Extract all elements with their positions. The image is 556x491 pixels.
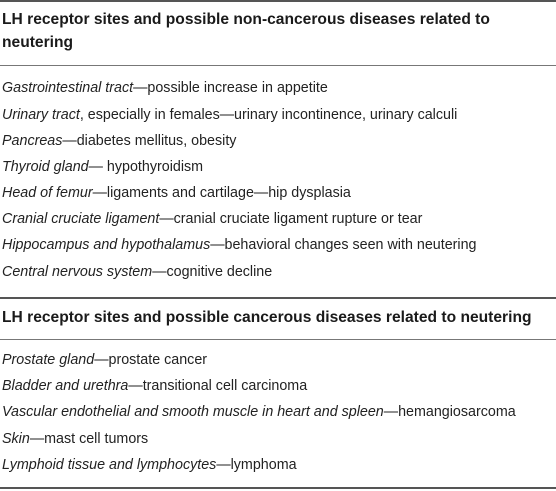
table-row (2, 183, 554, 203)
related-disease: —lymphoma (216, 457, 297, 473)
related-disease: —ligaments and cartilage—hip dysplasia (92, 185, 351, 201)
related-disease: —diabetes mellitus, obesity (62, 133, 237, 149)
receptor-site: Thyroid gland (2, 159, 89, 175)
related-disease: —transitional cell carcinoma (128, 378, 308, 394)
receptor-site: Urinary tract (2, 107, 80, 123)
table-row (2, 78, 554, 98)
section-header-rule (0, 339, 556, 340)
receptor-site: Lymphoid tissue and lymphocytes (2, 457, 217, 473)
related-disease: —cranial cruciate ligament rupture or tear (159, 211, 423, 227)
related-disease: —possible increase in appetite (133, 80, 328, 96)
header-rule (0, 65, 556, 66)
receptor-site: Skin (2, 431, 30, 447)
receptor-site: Central nervous system (2, 264, 153, 280)
bottom-rule (0, 487, 556, 489)
table-row (2, 157, 554, 177)
section-divider-rule (0, 297, 556, 299)
receptor-site: Bladder and urethra (2, 378, 129, 394)
table-row (2, 105, 554, 125)
table-row (2, 209, 554, 229)
receptor-site: Hippocampus and hypothalamus (2, 237, 211, 253)
top-rule (0, 0, 556, 2)
table-row (2, 262, 554, 282)
table-row (2, 429, 554, 449)
related-disease: —cognitive decline (152, 264, 273, 280)
related-disease: —hemangiosarcoma (383, 404, 516, 420)
related-disease: —prostate cancer (94, 352, 208, 368)
related-disease: — hypothyroidism (88, 159, 204, 175)
related-disease: —behavioral changes seen with neutering (210, 237, 477, 253)
related-disease: —mast cell tumors (29, 431, 149, 447)
section-heading-non-cancerous: LH receptor sites and possible non-cancerous diseases related to neutering (2, 11, 490, 51)
table-row (2, 235, 554, 255)
table-row (2, 350, 554, 370)
section-heading-cancerous: LH receptor sites and possible cancerous diseases related to neutering (2, 309, 532, 326)
receptor-site: Pancreas (2, 133, 63, 149)
table-row (2, 455, 554, 475)
receptor-site: Cranial cruciate ligament (2, 211, 160, 227)
receptor-site: Gastrointestinal tract (2, 80, 134, 96)
table-row (2, 376, 554, 396)
receptor-site: Vascular endothelial and smooth muscle in heart and spleen (2, 404, 384, 420)
receptor-site: Head of femur (2, 185, 93, 201)
table-row (2, 131, 554, 151)
related-disease: , especially in females—urinary incontinence, urinary calculi (79, 107, 458, 123)
table-row (2, 402, 554, 422)
receptor-site: Prostate gland (2, 352, 95, 368)
